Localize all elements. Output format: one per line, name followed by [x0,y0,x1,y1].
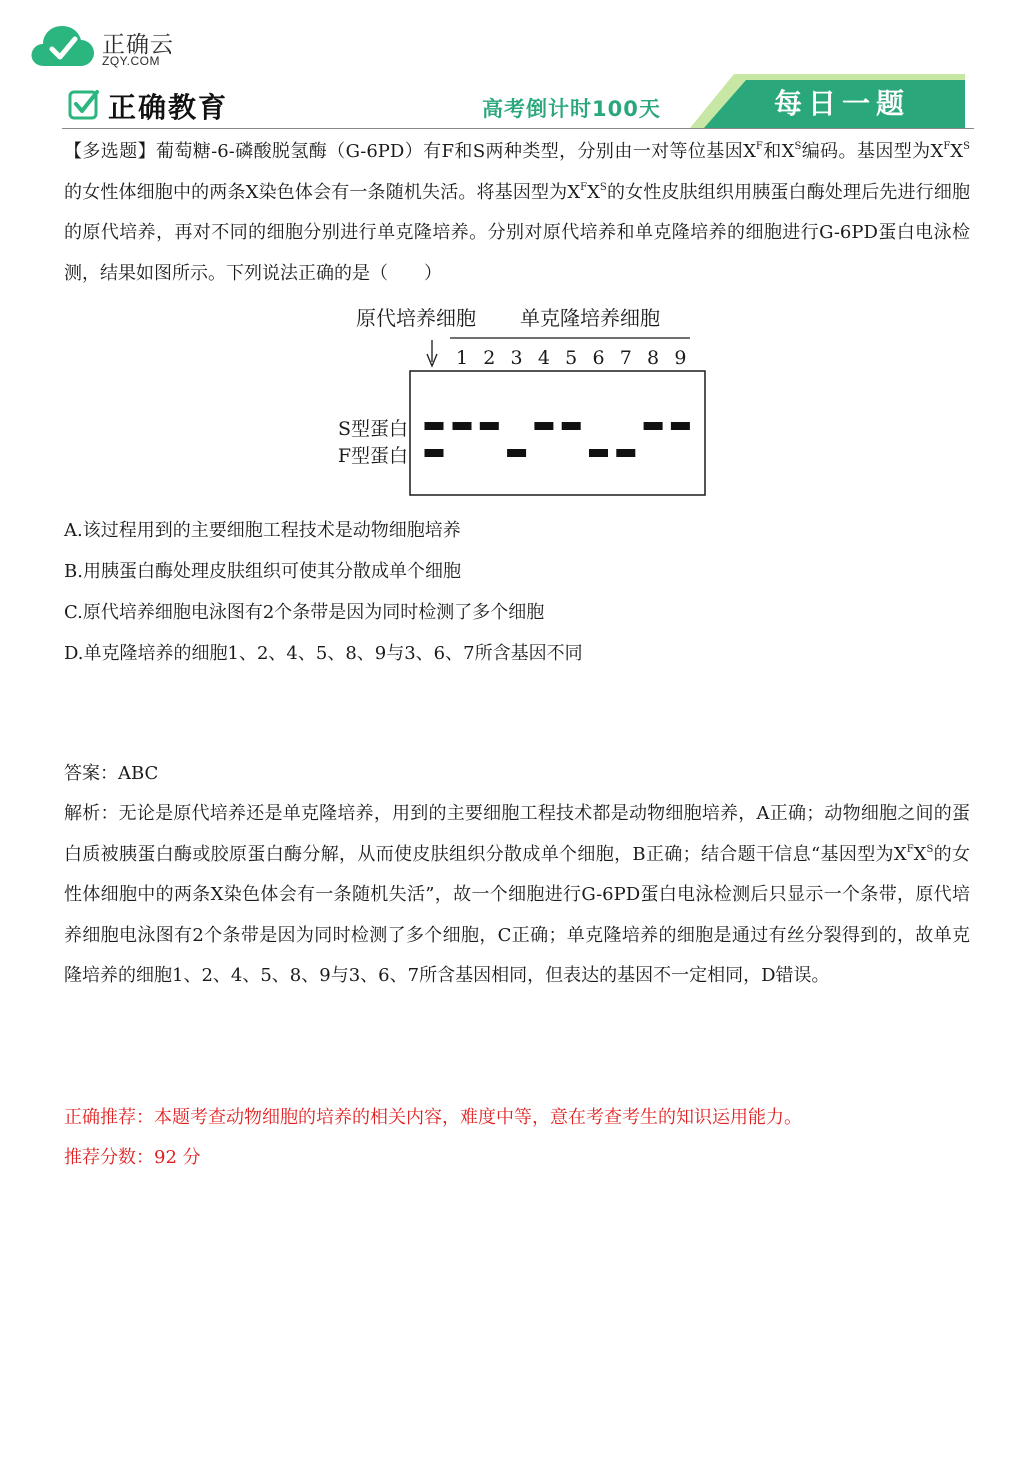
primary-culture-label: 原代培养细胞 [356,306,476,330]
score-text: 推荐分数：92 分 [64,1147,201,1168]
s-protein-label: S型蛋白 [337,418,408,440]
option-c: C.原代培养细胞电泳图有2个条带是因为同时检测了多个细胞 [64,602,545,623]
s-band [480,422,499,430]
option-b: B.用胰蛋白酶处理皮肤组织可使其分散成单个细胞 [64,561,461,582]
header-divider [62,128,974,129]
primary-s-band [425,422,444,430]
s-band [562,422,581,430]
countdown-text: 高考倒计时100天 [482,97,661,121]
lane-number: 2 [483,347,496,369]
lane-number: 5 [565,347,578,369]
lane-number: 3 [510,347,523,369]
recommend-text: 正确推荐：本题考查动物细胞的培养的相关内容，难度中等，意在考查考生的知识运用能力。 [64,1107,802,1128]
logo-name: 正确云 [102,32,174,58]
option-a: A.该过程用到的主要细胞工程技术是动物细胞培养 [64,520,461,541]
f-band [589,449,608,457]
lane-number: 4 [537,347,550,369]
electrophoresis-figure [320,298,720,504]
question-tag: 【多选题】 [64,141,156,162]
gel-box [410,371,705,495]
gel-bands [425,422,690,457]
question-text: 【多选题】葡萄糖-6-磷酸脱氢酶（G-6PD）有F和S两种类型，分别由一对等位基因$X^F$和$X^S$编码。基因型为$X^FX^S$的女性体细胞中的两条X染色体会有一条随机失活。将基因型为$X^FX^S$的女性皮肤组织用胰蛋白酶处理后先进行细胞的原代培养，再对不同的细胞分别进行单克隆培养。分别对原代培养和单克隆培养的细胞进行G-6PD蛋白电泳检测，结果如图所示。下列说法正确的是（ ） [64,141,970,284]
brand-name: 正确教育 [108,91,229,124]
options-list [64,510,583,674]
lane-numbers [456,347,686,369]
answer-text: 答案：ABC [64,763,159,784]
lane-number: 8 [647,347,660,369]
option-d: D.单克隆培养的细胞1、2、4、5、8、9与3、6、7所含基因不同 [64,643,583,664]
brand-check-icon [68,88,100,120]
lane-number: 9 [674,347,687,369]
f-band [616,449,635,457]
s-band [671,422,690,430]
analysis-text: 解析：无论是原代培养还是单克隆培养，用到的主要细胞工程技术都是动物细胞培养，A正确；动物细胞之间的蛋白质被胰蛋白酶或胶原蛋白酶分解，从而使皮肤组织分散成单个细胞，B正确；结合题干信息“基因型为$X^FX^S$的女性体细胞中的两条X染色体会有一条随机失活”，故一个细胞进行G-6PD蛋白电泳检测后只显示一个条带，原代培养细胞电泳图有2个条带是因为同时检测了多个细胞，C正确；单克隆培养的细胞是通过有丝分裂得到的，故单克隆培养的细胞1、2、4、5、8、9与3、6、7所含基因相同，但表达的基因不一定相同，D错误。 [64,803,970,986]
s-band [534,422,553,430]
lane-number: 6 [592,347,605,369]
lane-number: 1 [455,347,469,369]
s-band [644,422,663,430]
cloud-check-logo-icon [30,22,96,68]
lane-number: 7 [619,347,632,369]
logo-domain: ZQY.COM [102,54,160,68]
f-band [507,449,526,457]
f-protein-label: F型蛋白 [337,445,408,467]
banner-text: 每日一题 [774,87,911,120]
clone-culture-label: 单克隆培养细胞 [520,306,660,330]
s-band [453,422,472,430]
primary-f-band [425,449,444,457]
